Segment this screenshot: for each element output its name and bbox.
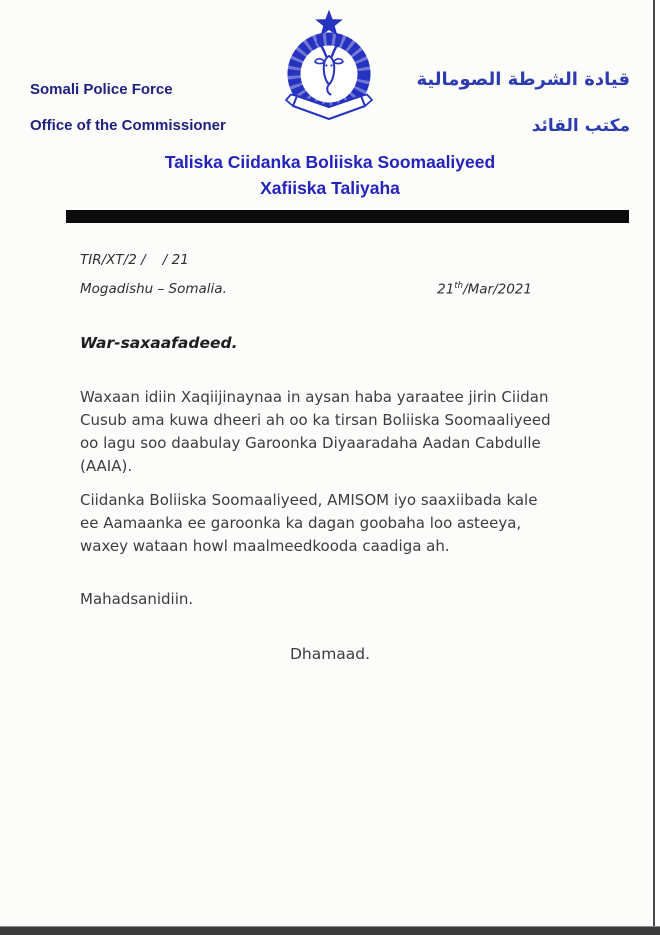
reference-number: TIR/XT/2 / / 21	[80, 252, 189, 268]
body-paragraph-1: Waxaan idiin Xaqiijinaynaa in aysan haba yaraatee jirin Ciidan Cusub ama kuwa dheeri ah oo ka tirsan Boliiska Soomaaliyeed oo lagu soo daabulay Garoonka Diyaaradaha Aadan Cabdulle (AAIA).	[80, 388, 551, 475]
closing-line: Dhamaad.	[289, 645, 371, 663]
date-line: 21th/Mar/2021	[437, 281, 532, 298]
office-name-english: Office of the Commissioner	[30, 117, 226, 134]
place-line: Mogadishu – Somalia.	[80, 281, 227, 297]
org-name-english: Somali Police Force	[30, 81, 173, 98]
office-name-arabic: مكتب القائد	[531, 116, 630, 136]
header-divider-rule	[66, 210, 629, 223]
org-name-arabic: قيادة الشرطة الصومالية	[416, 69, 630, 90]
press-release-heading: War-saxaafadeed.	[80, 334, 238, 352]
header-arabic-block	[417, 66, 630, 140]
header-english-block	[30, 82, 226, 134]
letterhead-title	[0, 149, 660, 201]
photo-right-margin	[655, 0, 660, 935]
photo-bottom-edge	[0, 926, 660, 935]
body-paragraph-2: Ciidanka Boliiska Soomaaliyeed, AMISOM iyo saaxiibada kale ee Aamaanka ee garoonka ka dagan goobaha loo asteeya, waxey wataan howl maalmeedkooda caadiga ah.	[80, 491, 538, 555]
page-edge-line	[653, 0, 655, 935]
letterhead-title-line1: Taliska Ciidanka Boliiska Soomaaliyeed	[164, 152, 496, 172]
date-ordinal: th	[454, 281, 464, 291]
somali-police-crest-icon	[270, 8, 388, 140]
letterhead-title-line2: Xafiiska Taliyaha	[260, 178, 400, 198]
place-date-row	[80, 281, 532, 298]
thanks-line: Mahadsanidiin.	[80, 590, 194, 608]
